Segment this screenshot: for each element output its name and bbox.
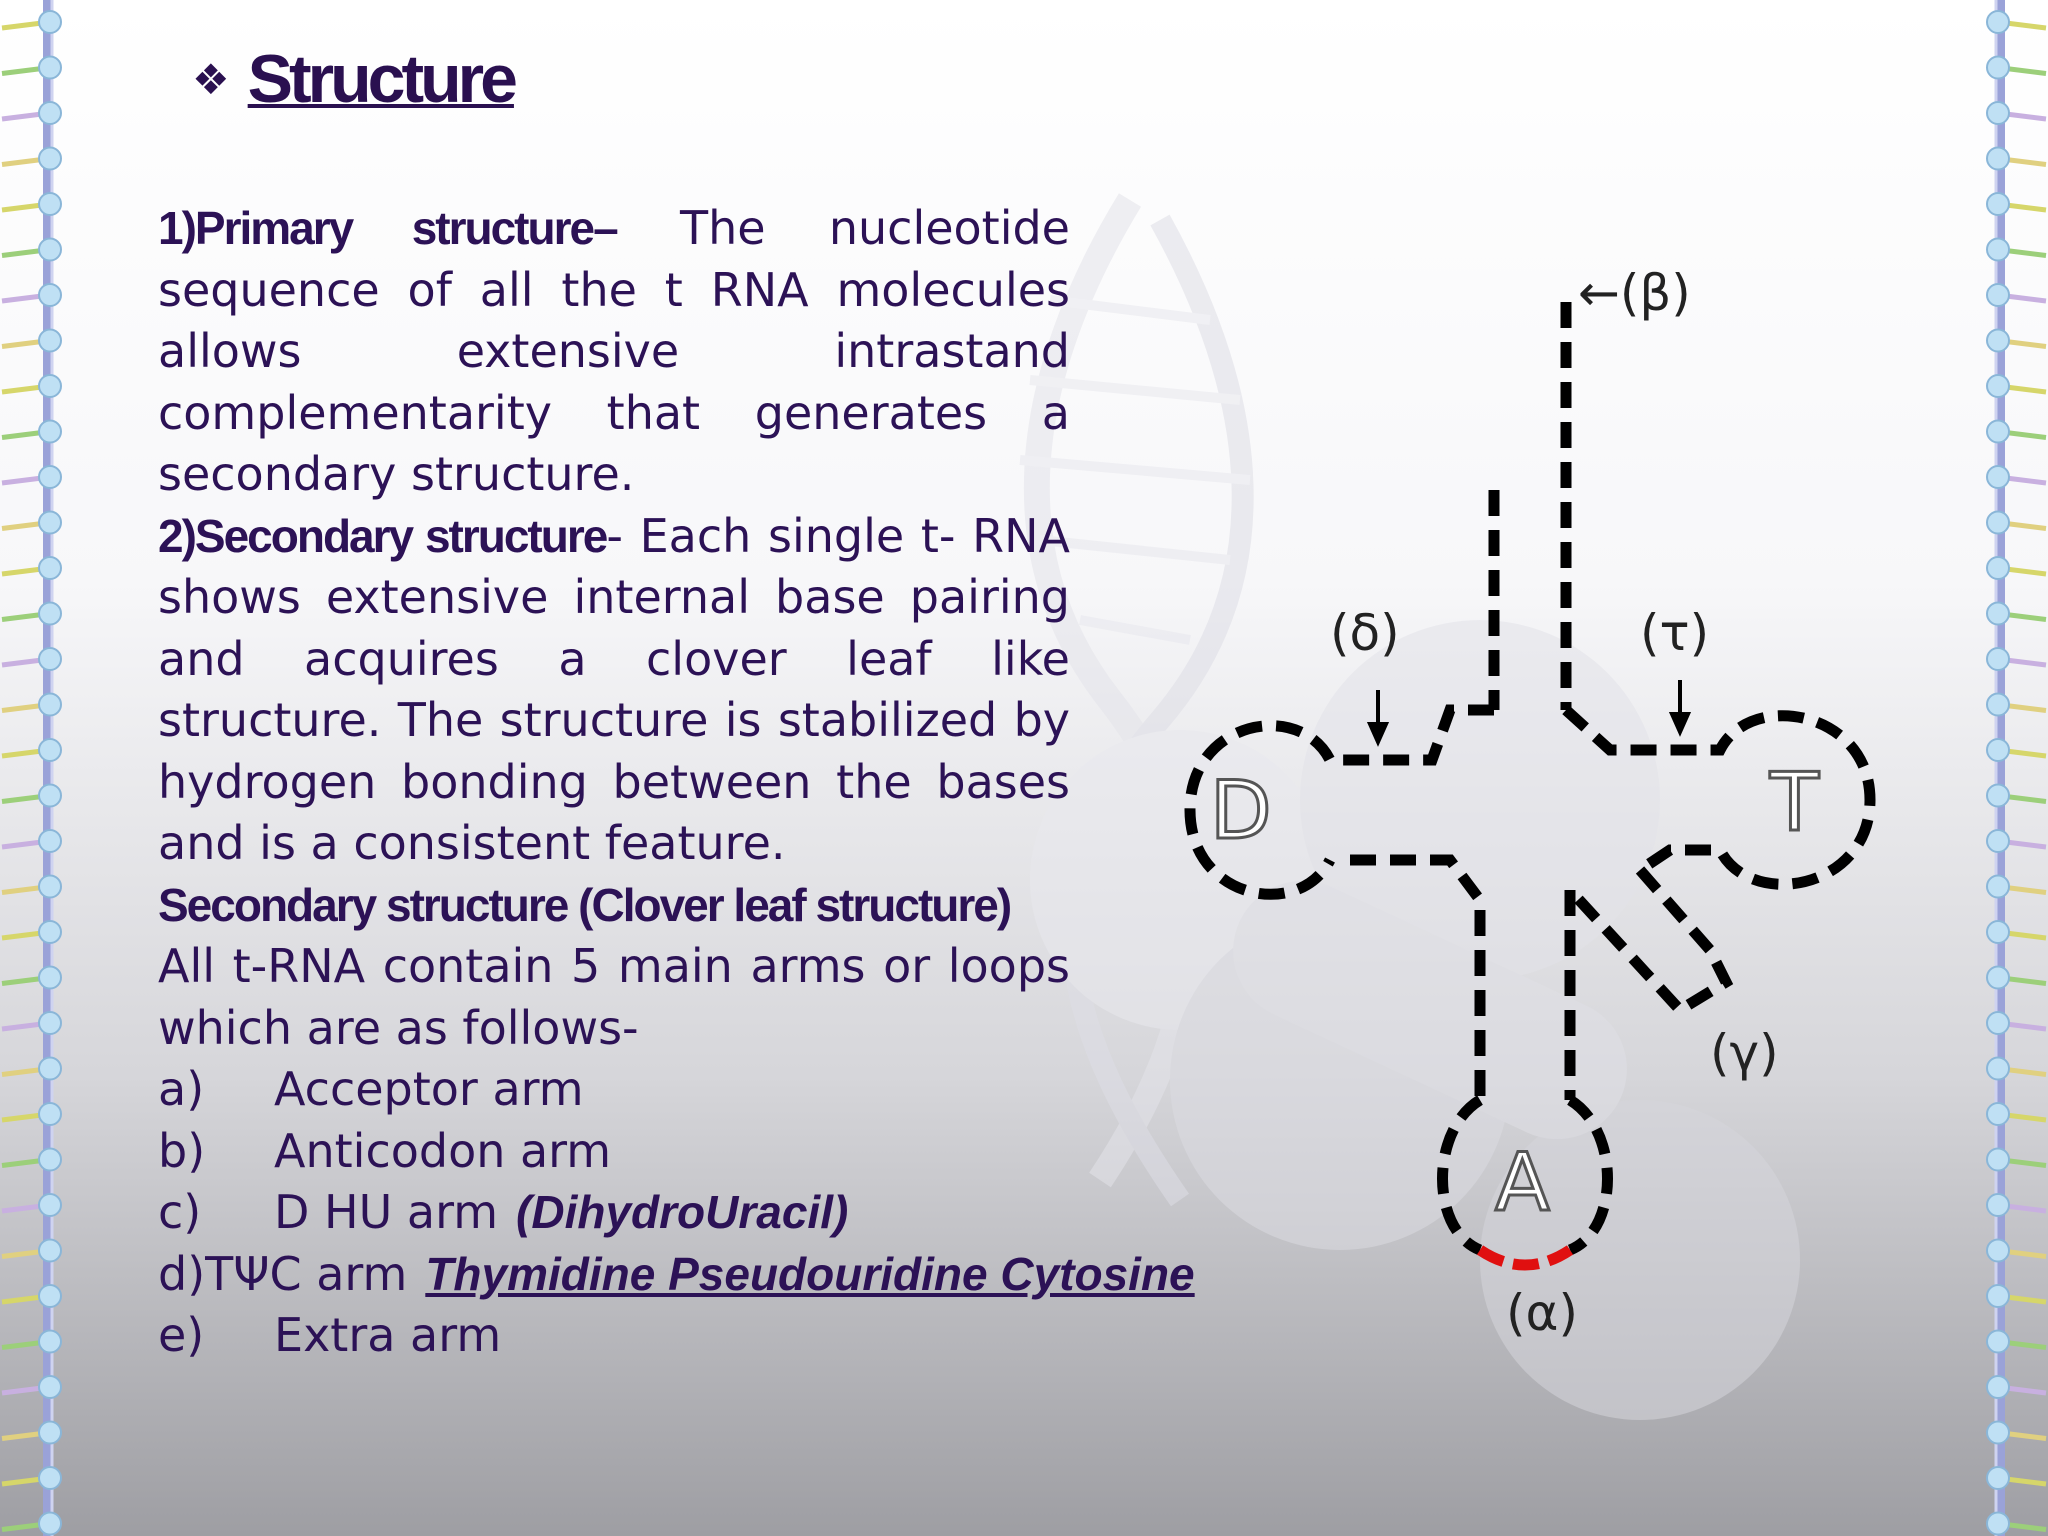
border-bead [1987,1285,2009,1307]
border-bead [1987,11,2009,33]
border-bead [39,102,61,124]
dna-border-right [1958,0,2048,1536]
border-bead [1987,830,2009,852]
border-bead [1987,466,2009,488]
list-item-letter: d) [158,1246,206,1301]
border-bead [39,1376,61,1398]
border-bead [39,967,61,989]
list-item [158,1244,1195,1306]
list-item-text: Acceptor arm [274,1062,584,1116]
list-item-text: TΨC arm [205,1246,408,1301]
border-bead [1987,1331,2009,1353]
diagram-arrows [1370,680,1688,742]
border-bead [39,1012,61,1034]
list-item [158,1059,1070,1121]
border-bead [1987,1467,2009,1489]
title-row [192,40,514,118]
list-item-letter: e) [158,1308,205,1362]
border-bead [39,375,61,397]
border-bead [1987,785,2009,807]
anticodon-loop-left [1443,1100,1481,1250]
border-bead [1987,102,2009,124]
border-bead [1987,284,2009,306]
list-item-letter: c) [158,1185,202,1239]
border-bead [39,648,61,670]
border-bead [1987,239,2009,261]
border-bead [1987,512,2009,534]
border-bead [39,1513,61,1535]
body-text [158,198,1195,1367]
border-bead [39,148,61,170]
border-bead [39,694,61,716]
primary-structure-label: 1)Primary structure– [158,202,617,254]
border-bead [39,785,61,807]
border-bead [39,239,61,261]
slide-title: Structure [247,41,514,117]
border-bead [39,466,61,488]
border-bead [1987,375,2009,397]
border-bead [39,1103,61,1125]
list-item-note: (DihydroUracil) [516,1186,849,1238]
a-loop-letter: A [1495,1136,1550,1229]
border-bead [1987,1103,2009,1125]
border-bead [1987,603,2009,625]
border-bead [1987,876,2009,898]
list-item-text: D HU arm [274,1185,499,1239]
list-item-note: Thymidine Pseudouridine Cytosine [425,1247,1195,1300]
secondary-structure-text: - Each single t- RNA shows extensive internal base pairing and acquires a clover leaf like structure. The structure is stabilized by hydrogen bonding between the bases and is a consistent feature. [158,508,1070,870]
border-bead [39,557,61,579]
cloverleaf-outline [1190,302,1870,1250]
border-bead [39,1149,61,1171]
border-bead [39,603,61,625]
border-bead [1987,1376,2009,1398]
extra-arm [1570,870,1726,1010]
border-bead [39,1422,61,1444]
primary-structure-paragraph [158,198,1070,506]
border-bead [39,739,61,761]
primary-structure-text: The nucleotide sequence of all the t RNA molecules allows extensive intrastand complementarity that generates a secondary structure. [158,201,1070,501]
border-bead [1987,421,2009,443]
border-bead [1987,1422,2009,1444]
alpha-label: (α) [1506,1284,1578,1342]
border-bead [39,921,61,943]
border-bead [1987,330,2009,352]
border-bead [1987,1513,2009,1535]
border-bead [39,284,61,306]
border-bead [1987,694,2009,716]
list-item [158,1182,1070,1244]
border-bead [39,1285,61,1307]
border-bead [1987,648,2009,670]
gamma-label: (γ) [1710,1024,1779,1082]
border-bead [1987,1194,2009,1216]
border-bead [1987,557,2009,579]
arms-intro: All t-RNA contain 5 main arms or loops which are as follows- [158,939,1070,1055]
d-loop-letter: D [1210,764,1272,857]
border-bead [39,1467,61,1489]
list-item-text: Extra arm [274,1308,502,1362]
list-item-letter: b) [158,1123,206,1178]
list-item [158,1121,1070,1183]
diamond-bullet-icon: ❖ [192,54,230,104]
border-bead [1987,1012,2009,1034]
anticodon-highlight [1480,1250,1570,1265]
border-bead [1987,193,2009,215]
border-bead [39,193,61,215]
t-arm-loop [1566,710,1870,884]
border-bead [1987,921,2009,943]
tau-label: (τ) [1640,604,1710,662]
border-bead [1987,967,2009,989]
delta-label: (δ) [1330,604,1400,662]
border-bead [1987,1058,2009,1080]
border-bead [1987,1149,2009,1171]
d-arm-lower-strand [1350,860,1480,1100]
border-bead [39,830,61,852]
border-bead [39,1058,61,1080]
list-item [158,1305,1070,1367]
arms-list [158,1059,1195,1367]
list-item-text: Anticodon arm [274,1123,612,1178]
border-bead [39,330,61,352]
list-item-letter: a) [158,1062,205,1116]
t-loop-letter: T [1770,756,1819,849]
trna-cloverleaf-diagram [1150,250,1910,1380]
secondary-structure-paragraph [158,506,1070,875]
clover-leaf-heading: Secondary structure (Clover leaf structure) [158,878,1011,931]
border-bead [1987,57,2009,79]
border-bead [1987,148,2009,170]
secondary-structure-label: 2)Secondary structure [158,509,607,562]
border-bead [1987,739,2009,761]
border-bead [39,876,61,898]
border-bead [1987,1240,2009,1262]
border-bead [39,512,61,534]
border-bead [39,1331,61,1353]
border-bead [39,57,61,79]
border-bead [39,1194,61,1216]
border-bead [39,1240,61,1262]
anticodon-loop-right [1570,1100,1608,1250]
beta-label: ←(β) [1578,264,1691,322]
border-bead [39,421,61,443]
border-bead [39,11,61,33]
dna-border-left [0,0,90,1536]
